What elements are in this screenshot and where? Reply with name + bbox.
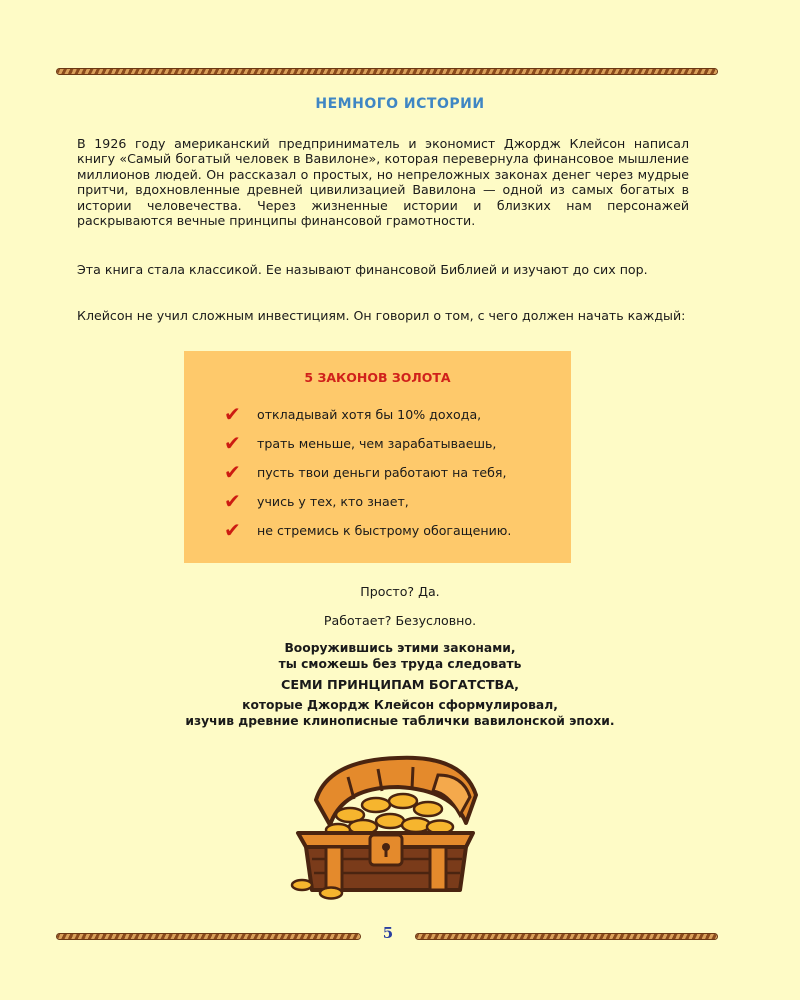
- clason-paragraph: Клейсон не учил сложным инвестициям. Он говорил о том, с чего должен начать каждый:: [77, 308, 686, 323]
- closing-line-3: СЕМИ ПРИНЦИПАМ БОГАТСТВА,: [281, 678, 519, 693]
- classic-paragraph: Эта книга стала классикой. Ее называют финансовой Библией и изучают до сих пор.: [77, 262, 648, 277]
- top-rope-divider: [57, 69, 717, 74]
- check-icon: ✔: [224, 431, 241, 455]
- treasure-chest-icon: [288, 755, 488, 900]
- page-number: 5: [382, 924, 394, 942]
- law-text: пусть твои деньги работают на тебя,: [257, 464, 507, 480]
- check-icon: ✔: [224, 489, 241, 513]
- law-item: [224, 491, 409, 511]
- check-icon: ✔: [224, 402, 241, 426]
- closing-line-4: которые Джордж Клейсон сформулировал,: [242, 698, 558, 712]
- gold-laws-title: 5 ЗАКОНОВ ЗОЛОТА: [304, 370, 451, 385]
- law-text: откладывай хотя бы 10% дохода,: [257, 406, 482, 422]
- question-works: Работает? Безусловно.: [323, 613, 477, 628]
- law-item: [224, 433, 496, 453]
- question-simple: Просто? Да.: [360, 584, 440, 599]
- law-item: [224, 462, 507, 482]
- closing-line-5: изучив древние клинописные таблички вавилонской эпохи.: [185, 714, 615, 728]
- law-item: [224, 520, 511, 540]
- law-item: [224, 404, 481, 424]
- closing-line-1: Вооружившись этими законами,: [284, 641, 516, 655]
- intro-paragraph: В 1926 году американский предприниматель и экономист Джордж Клейсон написал книгу «Самый богатый человек в Вавилоне», которая перевернула финансовое мышление миллионов людей. Он рассказал о простых, но непреложных законах денег через мудрые притчи, вдохновленные древней цивилизацией Вавилона — одной из самых богатых в истории человечества. Через жизненные истории и близких нам персонажей раскрываются вечные принципы финансовой грамотности.: [77, 136, 689, 229]
- section-heading: НЕМНОГО ИСТОРИИ: [315, 96, 485, 112]
- closing-line-2: ты сможешь без труда следовать: [278, 657, 522, 671]
- check-icon: ✔: [224, 460, 241, 484]
- law-text: не стремись к быстрому обогащению.: [257, 522, 512, 538]
- law-text: учись у тех, кто знает,: [257, 493, 409, 509]
- bottom-left-rope-divider: [57, 934, 360, 939]
- check-icon: ✔: [224, 518, 241, 542]
- law-text: трать меньше, чем зарабатываешь,: [257, 435, 497, 451]
- gold-laws-box: [184, 351, 571, 563]
- bottom-right-rope-divider: [416, 934, 717, 939]
